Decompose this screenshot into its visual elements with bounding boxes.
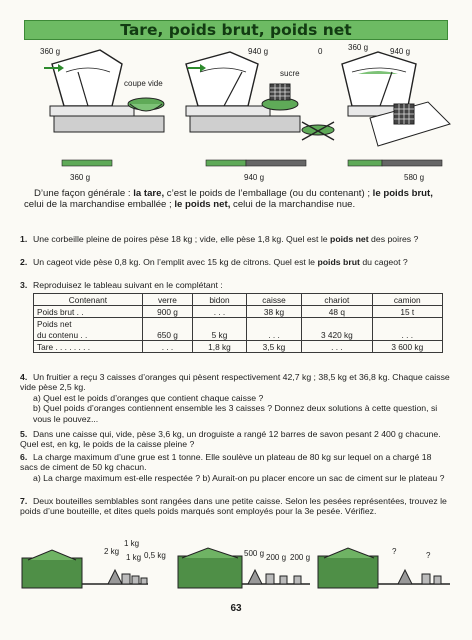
exercise-text: Un fruitier a reçu 3 caisses d’oranges qui pèsent respectivement 42,7 kg ; 38,5 kg et 36,8 kg. Chaque caisse vide pèse 2,5 kg. [20, 372, 450, 393]
table-cell: 650 g [142, 329, 192, 341]
table-cell: 15 t [372, 306, 442, 318]
table-cell: du contenu . . [34, 329, 143, 341]
table-cell: 3 600 kg [372, 341, 442, 353]
table-cell [372, 318, 442, 330]
exercise-text: Un cageot vide pèse 0,8 kg. On l’emplit avec 15 kg de citrons. Quel est le [33, 257, 318, 267]
table-cell: . . . [193, 306, 247, 318]
weight-bars [62, 160, 442, 182]
bar1-label: 360 g [70, 173, 91, 182]
table-cell: . . . [372, 329, 442, 341]
exercise-number: 7. [20, 496, 28, 506]
table-header-row [34, 294, 443, 306]
weight-500g: 500 g [244, 549, 265, 558]
table-row-net-label [34, 318, 443, 330]
intro-paragraph [24, 188, 450, 211]
exercise-text: Une corbeille pleine de poires pèse 18 kg ; vide, elle pèse 1,8 kg. Quel est le [33, 234, 331, 244]
exercise-text-end: du cageot ? [359, 257, 408, 267]
exercise-2 [20, 257, 450, 267]
term-tare: la tare, [133, 188, 165, 199]
exercise-keyword: poids brut [317, 257, 360, 267]
scale3-reading-zero: 0 [318, 47, 323, 56]
bar2-label: 940 g [244, 173, 265, 182]
weighings-illustration [18, 536, 454, 598]
scale2-caption: sucre [280, 69, 300, 78]
table-cell: . . . [302, 341, 372, 353]
weight-unknown-b: ? [426, 551, 431, 560]
exercise-keyword: poids net [330, 234, 369, 244]
table-cell [302, 318, 372, 330]
intro-text-2: c’est le poids de l’emballage (ou du contenant) ; [164, 188, 373, 199]
table-row-net [34, 329, 443, 341]
exercise-number: 1. [20, 234, 28, 244]
scale-empty-bowl [40, 47, 164, 132]
weight-200g-a: 200 g [266, 553, 287, 562]
page-title: Tare, poids brut, poids net [120, 21, 352, 39]
intro-text-3: celui de la marchandise emballée ; [24, 199, 175, 211]
exercise-number: 5. [20, 429, 28, 439]
exercise-7 [20, 496, 450, 517]
weighing-2 [178, 548, 310, 588]
table-cell: Poids brut . . [34, 306, 143, 318]
table-cell [246, 318, 301, 330]
table-cell: . . . [246, 329, 301, 341]
scale1-reading: 360 g [40, 47, 61, 56]
weight-1kg-a: 1 kg [124, 539, 140, 548]
table-cell: 1,8 kg [193, 341, 247, 353]
weighing-3 [318, 547, 450, 588]
table-cell [142, 318, 192, 330]
exercise-number: 4. [20, 372, 28, 382]
table-cell: . . . [142, 341, 192, 353]
weight-unknown-a: ? [392, 547, 397, 556]
intro-text-1: D’une façon générale : [34, 188, 134, 199]
exercise-number: 3. [20, 280, 28, 290]
exercise-text: Reproduisez le tableau suivant en le complétant : [33, 280, 223, 290]
table-cell: 38 kg [246, 306, 301, 318]
intro-text-4: celui de la marchandise nue. [230, 199, 356, 211]
table-cell: Tare . . . . . . . . [34, 341, 143, 353]
exercise-6 [20, 452, 450, 483]
table-cell: 900 g [142, 306, 192, 318]
term-poids-brut: le poids brut, [372, 188, 433, 199]
exercise-number: 6. [20, 452, 28, 462]
scale2-reading: 940 g [248, 47, 269, 56]
weight-200g-b: 200 g [290, 553, 311, 562]
scale1-caption: coupe vide [124, 79, 163, 88]
table-cell: 48 q [302, 306, 372, 318]
table-row-tare [34, 341, 443, 353]
weight-1kg-b: 1 kg [126, 553, 142, 562]
table-row-brut [34, 306, 443, 318]
exercise-4 [20, 372, 450, 424]
table-header: verre [142, 294, 192, 306]
weight-0-5kg: 0,5 kg [144, 551, 166, 560]
scale-sugar [186, 47, 300, 132]
scales-illustration [18, 42, 454, 197]
table-header: camion [372, 294, 442, 306]
table-cell: Poids net [34, 318, 143, 330]
table-header: bidon [193, 294, 247, 306]
table-cell: 3 420 kg [302, 329, 372, 341]
exercise-text: Deux bouteilles semblables sont rangées dans une petite caisse. Selon les pesées représentées, trouvez le poids d’une bouteille, et dites quels poids marqués sont employés pour la 3e pesée. Vérifiez. [20, 496, 447, 517]
page-number: 63 [230, 603, 242, 614]
exercise-part-a: a) Quel est le poids d’oranges que contient chaque caisse ? [33, 392, 264, 403]
exercise-5 [20, 429, 450, 450]
weighing-1 [22, 539, 166, 588]
exercise-part-b: b) Quel poids d’oranges contiennent ensemble les 3 caisses ? Donnez deux solutions à cette question, si vous le pouvez... [33, 403, 438, 424]
table-header: Contenant [34, 294, 143, 306]
exercise-part-a: a) La charge maximum est-elle respectée ? b) Aurait-on pu placer encore un sac de ciment sur le plateau ? [33, 472, 445, 483]
exercise-text: Dans une caisse qui, vide, pèse 3,6 kg, un droguiste a rangé 12 barres de savon pesant 2 400 g chacune. Quel est, en kg, le poids de la caisse pleine ? [20, 429, 441, 450]
bar3-label: 580 g [404, 173, 425, 182]
term-poids-net: le poids net, [174, 199, 231, 211]
table-cell: 5 kg [193, 329, 247, 341]
table-cell: 3,5 kg [246, 341, 301, 353]
table-cell [193, 318, 247, 330]
scale3-reading-tare: 360 g [348, 43, 369, 52]
scale3-reading-gross: 940 g [390, 47, 411, 56]
exercise-1 [20, 234, 450, 244]
table-header: caisse [246, 294, 301, 306]
scale-with-packet [302, 43, 450, 146]
exercise-3 [20, 280, 450, 290]
table-header: chariot [302, 294, 372, 306]
exercise-text-end: des poires ? [368, 234, 419, 244]
weights-table [33, 293, 443, 353]
weight-2kg: 2 kg [104, 547, 120, 556]
exercise-number: 2. [20, 257, 28, 267]
exercise-text: La charge maximum d’une grue est 1 tonne. Elle soulève un plateau de 80 kg sur lequel on a chargé 18 sacs de ciment de 50 kg chacun. [20, 452, 432, 473]
